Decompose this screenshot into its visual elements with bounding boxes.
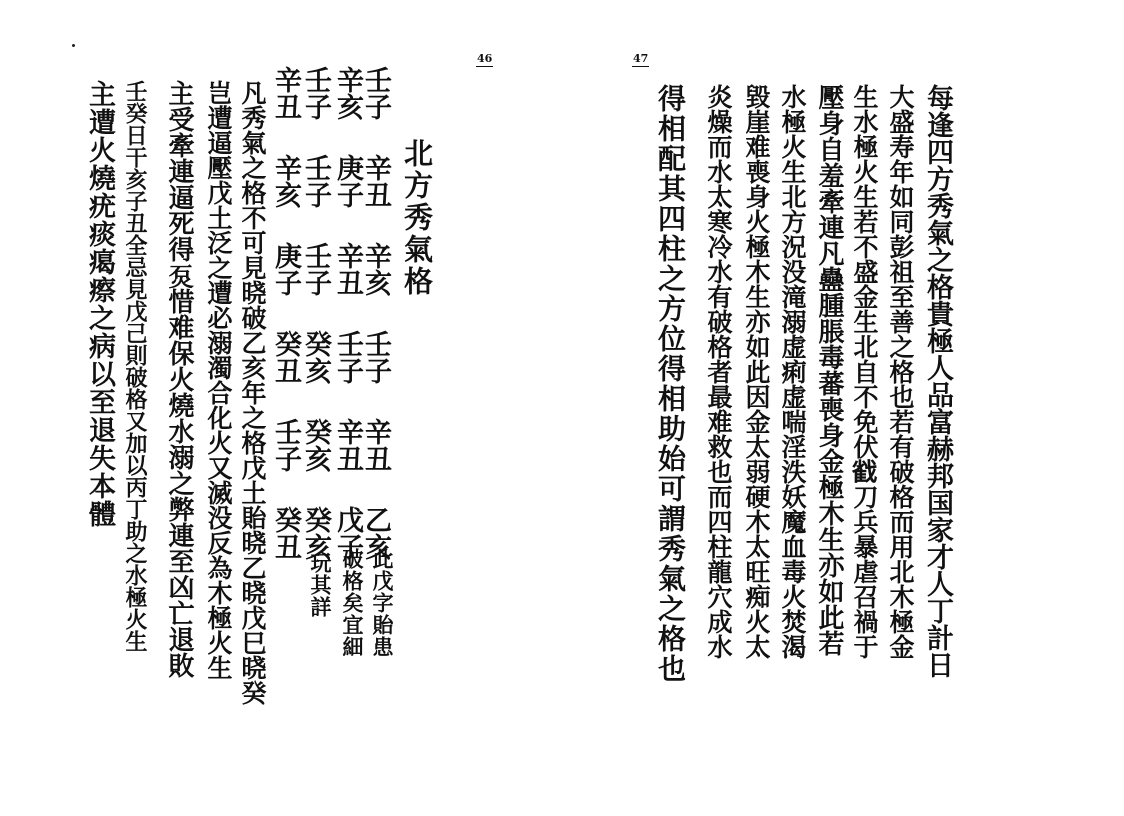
pillar: 癸丑	[270, 330, 301, 384]
chart-4	[272, 66, 299, 560]
pillar: 壬子	[300, 154, 331, 208]
chart-3	[302, 66, 329, 560]
text-column: 岂遭逼壓戊土泛之遭必溺濁合化火又滅没反為木極火生	[204, 80, 233, 680]
pillar: 辛丑	[360, 418, 391, 472]
section-title: 北方秀氣格	[400, 138, 434, 298]
pillar: 辛亥	[332, 66, 363, 120]
pillar: 辛丑	[332, 418, 363, 472]
pillar: 壬子	[300, 242, 331, 296]
pillar: 癸亥	[300, 418, 331, 472]
text-column: 主遭火燒疣痰𤸎瘵之病以至退失本體	[84, 80, 115, 528]
text-column: 每逢四方秀氣之格貴極人品富赫邦国家才人丁計日	[922, 84, 953, 678]
text-column: 凡秀氣之格不可見𣇈破乙亥年之格戊土貽𣇈乙𣇈戊巳𣇈癸	[238, 80, 267, 705]
text-column: 得相配其四柱之方位得相助始可謂秀氣之格也	[654, 84, 687, 684]
pillar: 戊子	[332, 506, 363, 560]
pillar: 壬子	[360, 330, 391, 384]
text-column: 壬癸日干亥子丑全忌見戊己則破格又加以丙丁助之水極火生	[122, 80, 148, 652]
text-column: 毀崖难喪身火極木生亦如此因金太弱硬木太旺痴火太	[742, 84, 771, 659]
pillar: 辛丑	[360, 154, 391, 208]
pillar: 癸亥	[300, 330, 331, 384]
pillar: 乙亥	[360, 506, 391, 560]
pillar: 辛亥	[360, 242, 391, 296]
pillar: 辛丑	[270, 66, 301, 120]
pillar: 壬子	[270, 418, 301, 472]
pillar: 癸亥	[300, 506, 331, 560]
chart-note: 破格矣宜細	[340, 548, 365, 658]
chart-note: 此戊字貽患	[370, 548, 395, 658]
pillar: 壬子	[332, 330, 363, 384]
pillar: 辛丑	[332, 242, 363, 296]
pillar: 庚子	[332, 154, 363, 208]
text-column: 炎燥而水太寒冷水有破格者最难救也而四柱龍穴成水	[704, 84, 733, 659]
text-column: 壓身自羞牽連凡蠱腫脹毒蕃喪身金極木生亦如此若	[814, 84, 844, 656]
pillar: 癸丑	[270, 506, 301, 560]
page-mark	[72, 44, 75, 47]
pillar: 庚子	[270, 242, 301, 296]
page-number-47: 47	[633, 52, 649, 65]
text-column: 水極火生北方況没滝溺虚痢虚喘淫泆妖魔血毒火焚渴	[778, 84, 807, 659]
right-page	[562, 0, 1124, 816]
pillar: 壬子	[300, 66, 331, 120]
page-number-46: 46	[477, 52, 493, 65]
chart-note: 玩其詳	[308, 552, 333, 618]
pillar: 辛亥	[270, 154, 301, 208]
chart-2	[334, 66, 361, 560]
text-column: 主受牽連逼死得𤇈惜难保火燒水溺之㢢連至凶亡退敗	[164, 80, 194, 678]
text-column: 生水極火生若不盛金生北自不免伏𢧵刀兵暴虐召禍于	[850, 84, 879, 659]
chart-1	[362, 66, 389, 560]
text-column: 大盛寿年如同彭祖至善之格也若有破格而用北木極金	[886, 84, 915, 659]
pillar: 壬子	[360, 66, 391, 120]
